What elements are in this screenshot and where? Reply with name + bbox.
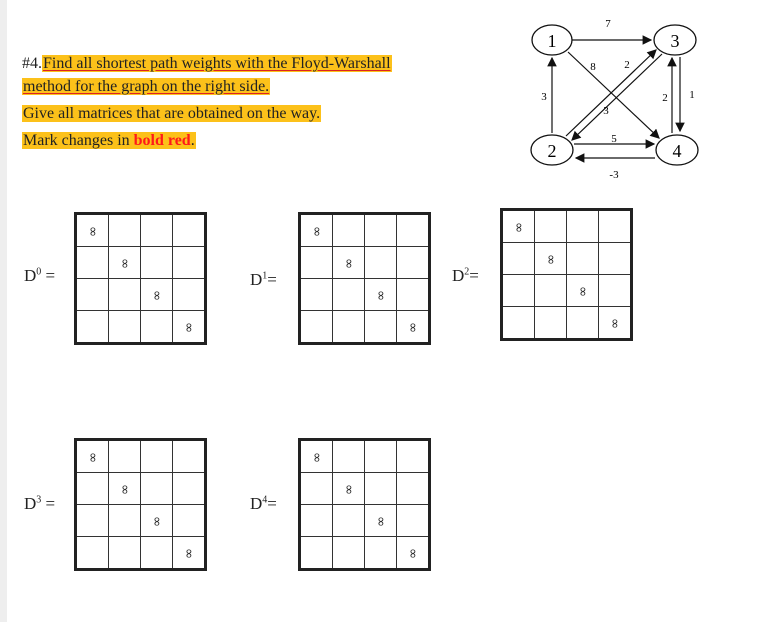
matrix-cell[interactable] xyxy=(502,275,535,307)
matrix-label-d3: $D^3$ = xyxy=(24,494,56,513)
weight-3-2: 3 xyxy=(603,105,609,117)
weight-2-3: 2 xyxy=(624,59,630,71)
matrix-cell[interactable] xyxy=(567,307,599,340)
matrix-cell[interactable] xyxy=(365,311,397,344)
matrix-cell[interactable] xyxy=(365,505,397,537)
problem-text-2: method for the graph on the right side. xyxy=(23,78,270,95)
matrix-cell[interactable] xyxy=(141,247,173,279)
edge-3-2 xyxy=(572,54,662,140)
matrix-cell[interactable] xyxy=(109,311,141,344)
matrix-row xyxy=(300,279,430,311)
matrix-cell[interactable] xyxy=(599,243,632,275)
matrix-cell[interactable] xyxy=(300,537,333,570)
infinity-entry: ∞ xyxy=(85,225,100,237)
matrix-row xyxy=(502,210,632,243)
matrix-cell[interactable] xyxy=(535,210,567,243)
matrix-row xyxy=(300,440,430,473)
matrix-cell[interactable] xyxy=(141,473,173,505)
infinity-entry: ∞ xyxy=(181,547,196,559)
weight-1-3: 7 xyxy=(605,18,611,30)
matrix-cell[interactable] xyxy=(300,311,333,344)
matrix-row xyxy=(300,311,430,344)
node-1 xyxy=(532,25,572,55)
problem-text-1: Find all shortest path weights with the Floyd-Warshall xyxy=(43,55,391,72)
infinity-entry: ∞ xyxy=(149,515,164,527)
matrix-cell[interactable] xyxy=(365,214,397,247)
problem-text-4 xyxy=(22,132,196,149)
matrix-cell[interactable] xyxy=(397,473,430,505)
infinity-entry: ∞ xyxy=(405,547,420,559)
matrix-cell[interactable] xyxy=(333,311,365,344)
matrix-row xyxy=(300,537,430,570)
matrix-row xyxy=(76,473,206,505)
weight-3-4: 1 xyxy=(689,89,695,101)
mark-changes-text: Mark changes in xyxy=(23,132,134,149)
matrix-cell[interactable] xyxy=(300,505,333,537)
matrix-cell[interactable] xyxy=(141,440,173,473)
matrix-cell[interactable] xyxy=(397,537,430,570)
matrix-row xyxy=(76,214,206,247)
matrix-label-d4: $D^4=$ xyxy=(250,494,277,513)
infinity-entry: ∞ xyxy=(85,451,100,463)
matrix-cell[interactable] xyxy=(333,214,365,247)
matrix-cell[interactable] xyxy=(141,279,173,311)
matrix-d1 xyxy=(298,212,431,345)
matrix-cell[interactable] xyxy=(173,279,206,311)
infinity-entry: ∞ xyxy=(511,221,526,233)
weight-2-4: 5 xyxy=(611,133,617,145)
matrix-cell[interactable] xyxy=(333,537,365,570)
matrix-row xyxy=(300,247,430,279)
matrix-cell[interactable] xyxy=(76,537,109,570)
matrix-cell[interactable] xyxy=(76,473,109,505)
matrix-cell[interactable] xyxy=(173,505,206,537)
matrix-cell[interactable] xyxy=(535,307,567,340)
node-2-label: 2 xyxy=(547,141,557,161)
matrix-cell[interactable] xyxy=(567,210,599,243)
matrix-cell[interactable] xyxy=(365,440,397,473)
problem-text-3: Give all matrices that are obtained on the way. xyxy=(23,105,321,122)
matrix-cell[interactable] xyxy=(502,243,535,275)
matrix-cell[interactable] xyxy=(397,247,430,279)
matrix-cell[interactable] xyxy=(76,505,109,537)
matrix-cell[interactable] xyxy=(109,505,141,537)
matrix-row xyxy=(76,440,206,473)
infinity-entry: ∞ xyxy=(607,317,622,329)
matrix-cell[interactable] xyxy=(599,307,632,340)
matrix-d0 xyxy=(74,212,207,345)
matrix-cell[interactable] xyxy=(535,275,567,307)
matrix-cell[interactable] xyxy=(300,247,333,279)
period-text: . xyxy=(190,132,195,149)
infinity-entry: ∞ xyxy=(341,257,356,269)
matrix-cell[interactable] xyxy=(76,279,109,311)
weight-2-1: 3 xyxy=(541,91,547,103)
matrix-row xyxy=(76,247,206,279)
matrix-cell[interactable] xyxy=(141,311,173,344)
matrix-cell[interactable] xyxy=(109,440,141,473)
edge-1-4 xyxy=(568,52,659,138)
node-1-label: 1 xyxy=(547,31,557,51)
matrix-cell[interactable] xyxy=(599,210,632,243)
matrix-label-d1: $D^1=$ xyxy=(250,270,277,289)
matrix-cell[interactable] xyxy=(365,279,397,311)
matrix-row xyxy=(300,214,430,247)
matrix-cell[interactable] xyxy=(76,247,109,279)
matrix-cell[interactable] xyxy=(173,537,206,570)
matrix-cell[interactable] xyxy=(173,311,206,344)
infinity-entry: ∞ xyxy=(117,483,132,495)
matrix-cell[interactable] xyxy=(109,279,141,311)
matrix-cell[interactable] xyxy=(300,440,333,473)
matrix-cell[interactable] xyxy=(141,537,173,570)
matrix-cell[interactable] xyxy=(397,505,430,537)
matrix-row xyxy=(502,275,632,307)
matrix-cell[interactable] xyxy=(141,505,173,537)
node-4 xyxy=(656,135,698,165)
infinity-entry: ∞ xyxy=(373,289,388,301)
infinity-entry: ∞ xyxy=(373,515,388,527)
infinity-entry: ∞ xyxy=(181,321,196,333)
matrix-cell[interactable] xyxy=(567,243,599,275)
matrix-row xyxy=(76,537,206,570)
infinity-entry: ∞ xyxy=(543,253,558,265)
problem-line-1 xyxy=(22,52,442,75)
matrix-cell[interactable] xyxy=(76,440,109,473)
matrix-cell[interactable] xyxy=(76,311,109,344)
matrix-cell[interactable] xyxy=(76,214,109,247)
node-4-label: 4 xyxy=(672,141,682,161)
graph-diagram xyxy=(500,0,766,190)
infinity-entry: ∞ xyxy=(341,483,356,495)
matrix-cell[interactable] xyxy=(173,247,206,279)
matrix-row xyxy=(76,505,206,537)
problem-line-3 xyxy=(22,102,442,125)
matrix-cell[interactable] xyxy=(300,214,333,247)
node-2 xyxy=(531,135,573,165)
problem-line-2 xyxy=(22,75,442,98)
infinity-entry: ∞ xyxy=(575,285,590,297)
matrix-row xyxy=(76,311,206,344)
matrix-cell[interactable] xyxy=(333,473,365,505)
infinity-entry: ∞ xyxy=(149,289,164,301)
matrix-cell[interactable] xyxy=(300,473,333,505)
bold-red-text: bold red xyxy=(133,132,191,149)
matrix-d3 xyxy=(74,438,207,571)
matrix-cell[interactable] xyxy=(397,214,430,247)
node-3-label: 3 xyxy=(670,31,680,51)
matrix-cell[interactable] xyxy=(173,440,206,473)
matrix-cell[interactable] xyxy=(397,440,430,473)
problem-statement xyxy=(22,52,442,152)
matrix-row xyxy=(502,243,632,275)
weight-4-3: 2 xyxy=(662,92,668,104)
matrix-cell[interactable] xyxy=(502,210,535,243)
weight-1-4: 8 xyxy=(590,61,596,73)
infinity-entry: ∞ xyxy=(117,257,132,269)
matrix-label-d0: $D^0$ = xyxy=(24,266,56,285)
matrix-cell[interactable] xyxy=(599,275,632,307)
matrix-d4 xyxy=(298,438,431,571)
weight-4-2: -3 xyxy=(609,169,619,181)
matrix-cell[interactable] xyxy=(567,275,599,307)
node-3 xyxy=(654,25,696,55)
matrix-cell[interactable] xyxy=(502,307,535,340)
matrix-cell[interactable] xyxy=(109,247,141,279)
problem-number: #4. xyxy=(22,55,42,72)
matrix-row xyxy=(502,307,632,340)
matrix-row xyxy=(76,279,206,311)
infinity-entry: ∞ xyxy=(309,225,324,237)
matrix-cell[interactable] xyxy=(173,214,206,247)
matrix-cell[interactable] xyxy=(397,311,430,344)
matrix-cell[interactable] xyxy=(365,537,397,570)
problem-line-4 xyxy=(22,129,442,152)
infinity-entry: ∞ xyxy=(309,451,324,463)
matrix-cell[interactable] xyxy=(141,214,173,247)
matrix-cell[interactable] xyxy=(333,247,365,279)
matrix-cell[interactable] xyxy=(333,279,365,311)
matrix-d2 xyxy=(500,208,633,341)
matrix-cell[interactable] xyxy=(300,279,333,311)
matrix-cell[interactable] xyxy=(333,440,365,473)
matrix-cell[interactable] xyxy=(109,473,141,505)
matrix-row xyxy=(300,505,430,537)
left-edge-strip xyxy=(0,0,7,622)
matrix-cell[interactable] xyxy=(173,473,206,505)
matrix-cell[interactable] xyxy=(535,243,567,275)
matrix-cell[interactable] xyxy=(109,537,141,570)
matrix-cell[interactable] xyxy=(333,505,365,537)
matrix-cell[interactable] xyxy=(109,214,141,247)
matrix-label-d2: $D^2=$ xyxy=(452,266,479,285)
matrix-cell[interactable] xyxy=(365,473,397,505)
matrix-row xyxy=(300,473,430,505)
infinity-entry: ∞ xyxy=(405,321,420,333)
matrix-cell[interactable] xyxy=(365,247,397,279)
matrix-cell[interactable] xyxy=(397,279,430,311)
